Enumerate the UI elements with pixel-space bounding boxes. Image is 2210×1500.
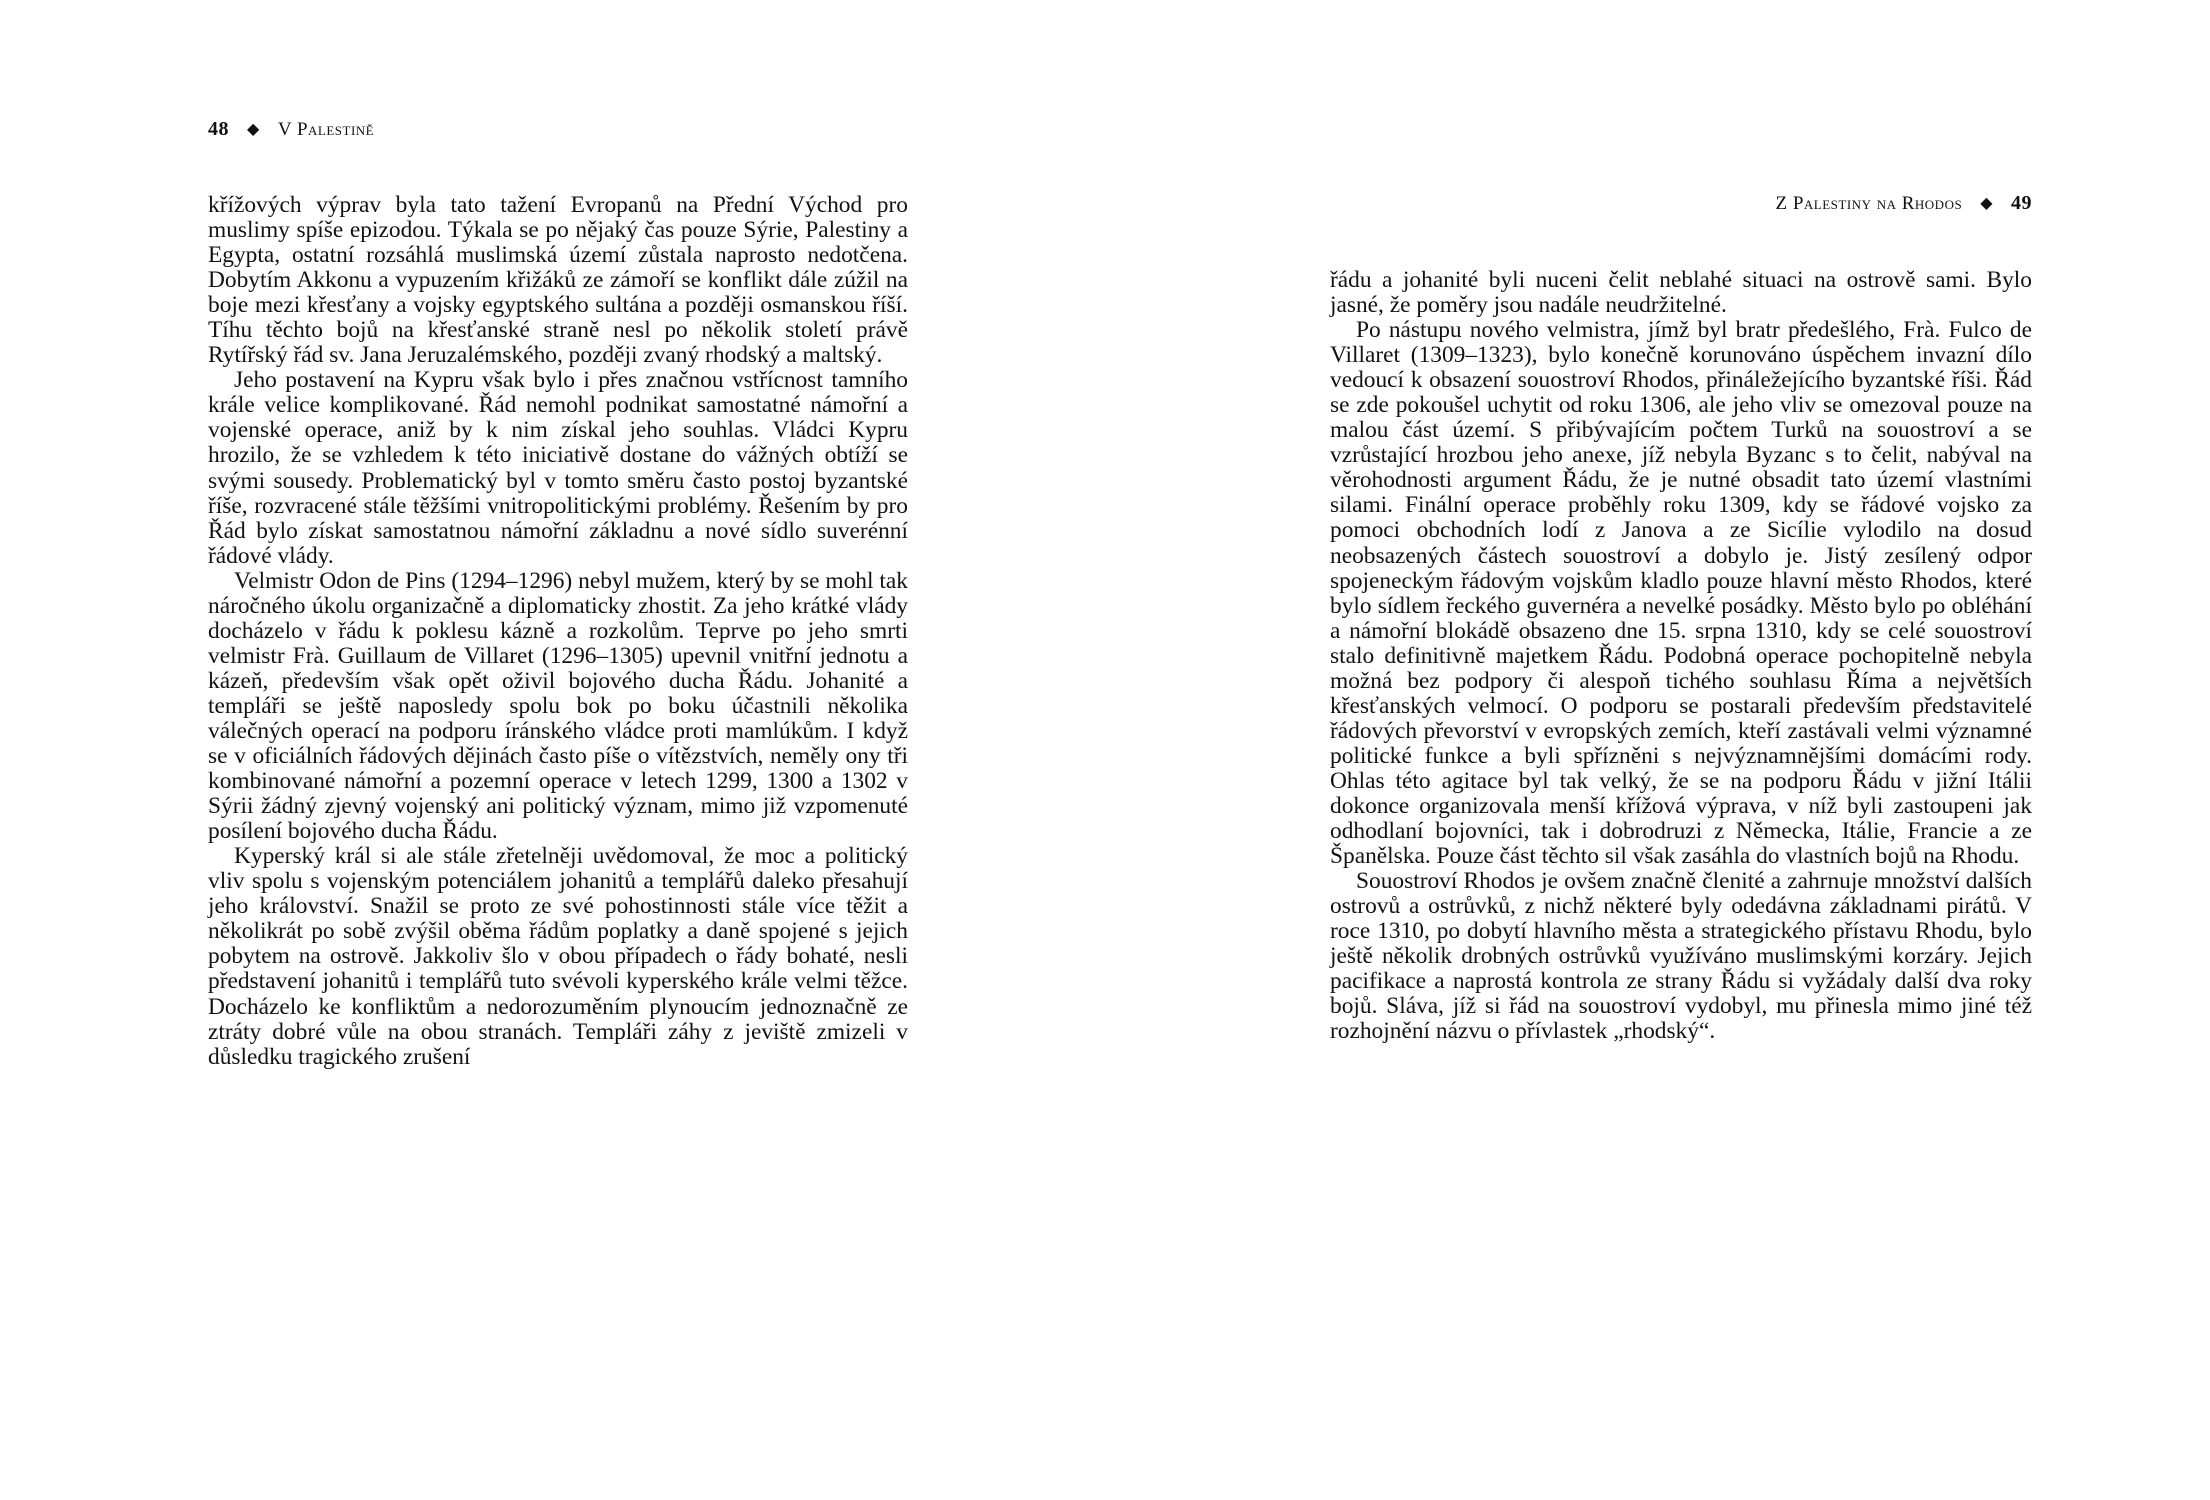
diamond-ornament-icon: ◆ bbox=[1980, 195, 1993, 212]
left-body-text bbox=[208, 193, 908, 1070]
left-page-number: 48 bbox=[208, 118, 229, 140]
right-paragraph-1: řádu a johanité byli nuceni čelit neblahé situaci na ostrově sami. Bylo jasné, že poměry jsou nadále neudržitelné. bbox=[1330, 267, 2032, 319]
left-running-head bbox=[208, 118, 374, 141]
left-paragraph-3: Velmistr Odon de Pins (1294–1296) nebyl mužem, který by se mohl tak náročného úkolu organizačně a diplomaticky zhostit. Za jeho krátké vlády docházelo v řádu k poklesu kázně a rozkolům. Teprve po jeho smrti velmistr Frà. Guillaum de Villaret (1296–1305) upevnil vnitřní jednotu a kázeň, především však opět oživil bojového ducha Řádu. Johanité a templáři se ještě naposledy spolu bok po boku účastnili několika válečných operací na podporu íránského vládce proti mamlúkům. I když se v oficiálních řádových dějinách často píše o vítězstvích, neměly ony tři kombinované námořní a pozemní operace v letech 1299, 1300 a 1302 v Sýrii žádný zjevný vojenský ani politický význam, mimo již vzpomenuté posílení bojového ducha Řádu. bbox=[208, 567, 908, 845]
left-paragraph-2: Jeho postavení na Kypru však bylo i přes značnou vstřícnost tamního krále velice komplikované. Řád nemohl podnikat samostatné námořní a vojenské operace, aniž by k nim získal jeho souhlas. Vládci Kypru hrozilo, že se vzhledem k této iniciativě dostane do vážných obtíží se svými sousedy. Problematický byl v tomto směru často postoj byzantské říše, rozvracené stále těžšími vnitropolitickými problémy. Řešením by pro Řád bylo získat samostatnou námořní základnu a nové sídlo suverénní řádové vlády. bbox=[208, 367, 908, 569]
right-page-number: 49 bbox=[2011, 192, 2032, 214]
right-body-text bbox=[1330, 268, 2032, 1044]
right-paragraph-2: Po nástupu nového velmistra, jímž byl bratr předešlého, Frà. Fulco de Villaret (1309–1323), bylo konečně korunováno úspěchem invazní dílo vedoucí k obsazení souostroví Rhodos, přináležejícího byzantské říši. Řád se zde pokoušel uchytit od roku 1306, ale jeho vliv se omezoval pouze na malou část území. S přibývajícím počtem Turků na souostroví a se vzrůstající hrozbou jeho anexe, jíž nebyla Byzanc s to čelit, nabýval na věrohodnosti argument Řádu, že je nutné obsadit tato území vlastními silami. Finální operace proběhly roku 1309, kdy se řádové vojsko za pomoci obchodních lodí z Janova a ze Sicílie vylodilo na dosud neobsazených částech souostroví a dobylo je. Jistý zesílený odpor spojeneckým řádovým vojskům kladlo pouze hlavní město Rhodos, které bylo sídlem řeckého guvernéra a nevelké posádky. Město bylo po obléhání a námořní blokádě obsazeno dne 15. srpna 1310, kdy se celé souostroví stalo definitivně majetkem Řádu. Podobná operace pochopitelně nebyla možná bez podpory či alespoň tichého souhlasu Říma a největších křesťanských velmocí. O podporu se postarali především představitelé řádových převorství v evropských zemích, kteří zastávali velmi významné politické funkce a byli spřízněni s nejvýznamnějšími domácími rody. Ohlas této agitace byl tak velký, že se na podporu Řádu v jižní Itálii dokonce organizovala menší křížová výprava, v níž byli zastoupeni jak odhodlaní bojovníci, tak i dobrodruzi z Německa, Itálie, Francie a ze Španělska. Pouze část těchto sil však zasáhla do vlastních bojů na Rhodu. bbox=[1330, 317, 2032, 870]
left-running-title: V Palestině bbox=[277, 119, 375, 140]
left-paragraph-4: Kyperský král si ale stále zřetelněji uvědomoval, že moc a politický vliv spolu s vojenským potenciálem johanitů a templářů daleko přesahují jeho království. Snažil se proto ze své pohostinnosti stále více těžit a několikrát po sobě zvýšil oběma řádům poplatky a daně spojené s jejich pobytem na ostrově. Jakkoliv šlo v obou případech o řády bohaté, nesli představení johanitů i templářů tuto svévoli kyperského krále velmi těžce. Docházelo ke konfliktům a nedorozuměním plynoucím jednoznačně ze ztráty dobré vůle na obou stranách. Templáři záhy z jeviště zmizeli v důsledku tragického zrušení bbox=[208, 843, 908, 1070]
right-running-head bbox=[1775, 192, 2032, 215]
right-page bbox=[1105, 0, 2210, 1500]
right-running-title: Z Palestiny na Rhodos bbox=[1775, 193, 1963, 214]
right-paragraph-3: Souostroví Rhodos je ovšem značně členité a zahrnuje množství dalších ostrovů a ostrůvků, z nichž některé byly odedávna základnami pirátů. V roce 1310, po dobytí hlavního města a strategického přístavu Rhodu, bylo ještě několik drobných ostrůvků využíváno muslimskými korzáry. Jejich pacifikace a naprostá kontrola ze strany Řádu si vyžádaly další dva roky bojů. Sláva, jíž si řád na souostroví vydobyl, mu přinesla mimo jiné též rozhojnění názvu o přívlastek „rhodský“. bbox=[1330, 868, 2032, 1045]
diamond-ornament-icon: ◆ bbox=[247, 121, 260, 138]
left-paragraph-1: křížových výprav byla tato tažení Evropanů na Přední Východ pro muslimy spíše epizodou. Týkala se po nějaký čas pouze Sýrie, Palestiny a Egypta, ostatní rozsáhlá muslimská území zůstala naprosto nedotčena. Dobytím Akkonu a vypuzením křižáků ze zámoří se konflikt dále zúžil na boje mezi křesťany a vojsky egyptského sultána a později osmanskou říší. Tíhu těchto bojů na křesťanské straně nesl po několik století právě Rytířský řád sv. Jana Jeruzalémského, později zvaný rhodský a maltský. bbox=[208, 192, 908, 369]
